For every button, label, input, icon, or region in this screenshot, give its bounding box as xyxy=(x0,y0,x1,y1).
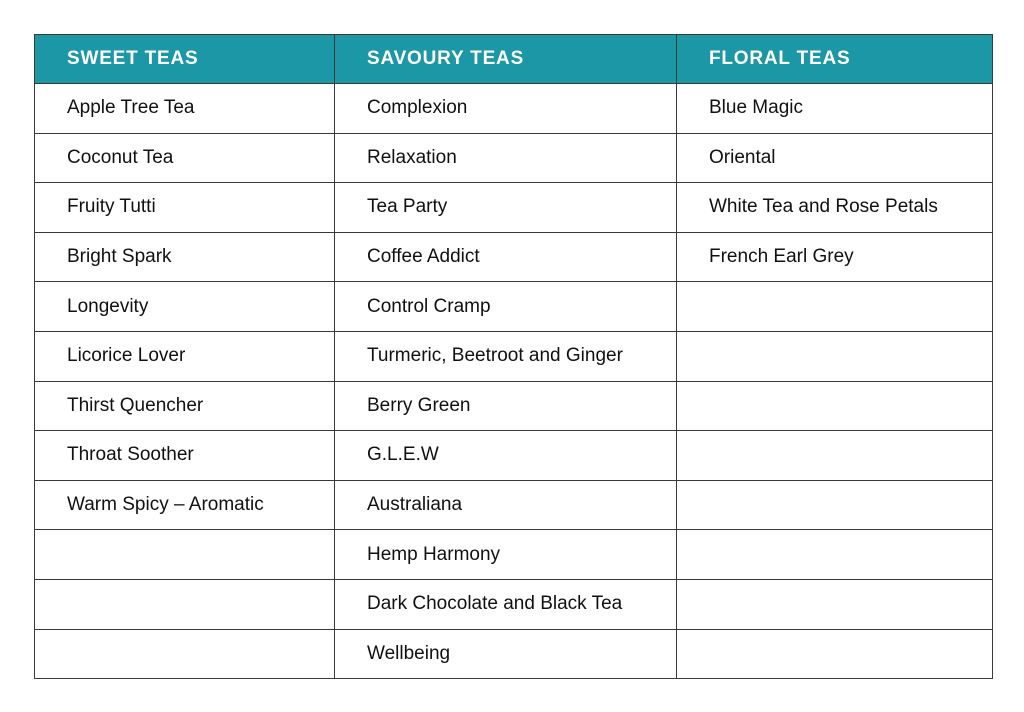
table-row xyxy=(35,530,993,580)
cell-sweet xyxy=(35,579,335,629)
cell-floral xyxy=(677,381,993,431)
header-row xyxy=(35,35,993,84)
table-row xyxy=(35,431,993,481)
cell-savoury: Turmeric, Beetroot and Ginger xyxy=(335,331,677,381)
cell-sweet xyxy=(35,530,335,580)
cell-savoury: Complexion xyxy=(335,84,677,134)
cell-sweet xyxy=(35,629,335,679)
tea-table xyxy=(34,34,993,679)
table-row xyxy=(35,579,993,629)
cell-sweet: Apple Tree Tea xyxy=(35,84,335,134)
cell-sweet: Licorice Lover xyxy=(35,331,335,381)
cell-savoury: Berry Green xyxy=(335,381,677,431)
cell-floral xyxy=(677,431,993,481)
table-row xyxy=(35,629,993,679)
cell-savoury: G.L.E.W xyxy=(335,431,677,481)
cell-floral: French Earl Grey xyxy=(677,232,993,282)
header-sweet-teas: SWEET TEAS xyxy=(35,35,335,84)
header-floral-teas: FLORAL TEAS xyxy=(677,35,993,84)
cell-floral xyxy=(677,480,993,530)
cell-savoury: Coffee Addict xyxy=(335,232,677,282)
cell-floral: White Tea and Rose Petals xyxy=(677,183,993,233)
cell-floral xyxy=(677,282,993,332)
cell-sweet: Throat Soother xyxy=(35,431,335,481)
table-row xyxy=(35,381,993,431)
cell-savoury: Tea Party xyxy=(335,183,677,233)
cell-floral xyxy=(677,629,993,679)
cell-sweet: Coconut Tea xyxy=(35,133,335,183)
cell-floral: Blue Magic xyxy=(677,84,993,134)
table-row xyxy=(35,84,993,134)
cell-sweet: Warm Spicy – Aromatic xyxy=(35,480,335,530)
cell-sweet: Longevity xyxy=(35,282,335,332)
cell-floral: Oriental xyxy=(677,133,993,183)
cell-savoury: Relaxation xyxy=(335,133,677,183)
table-row xyxy=(35,331,993,381)
table-row xyxy=(35,480,993,530)
cell-floral xyxy=(677,530,993,580)
cell-savoury: Australiana xyxy=(335,480,677,530)
cell-sweet: Thirst Quencher xyxy=(35,381,335,431)
cell-floral xyxy=(677,579,993,629)
cell-savoury: Hemp Harmony xyxy=(335,530,677,580)
cell-savoury: Control Cramp xyxy=(335,282,677,332)
cell-sweet: Fruity Tutti xyxy=(35,183,335,233)
cell-floral xyxy=(677,331,993,381)
table-row xyxy=(35,183,993,233)
table-row xyxy=(35,133,993,183)
cell-savoury: Dark Chocolate and Black Tea xyxy=(335,579,677,629)
cell-sweet: Bright Spark xyxy=(35,232,335,282)
cell-savoury: Wellbeing xyxy=(335,629,677,679)
table-row xyxy=(35,282,993,332)
table-row xyxy=(35,232,993,282)
header-savoury-teas: SAVOURY TEAS xyxy=(335,35,677,84)
